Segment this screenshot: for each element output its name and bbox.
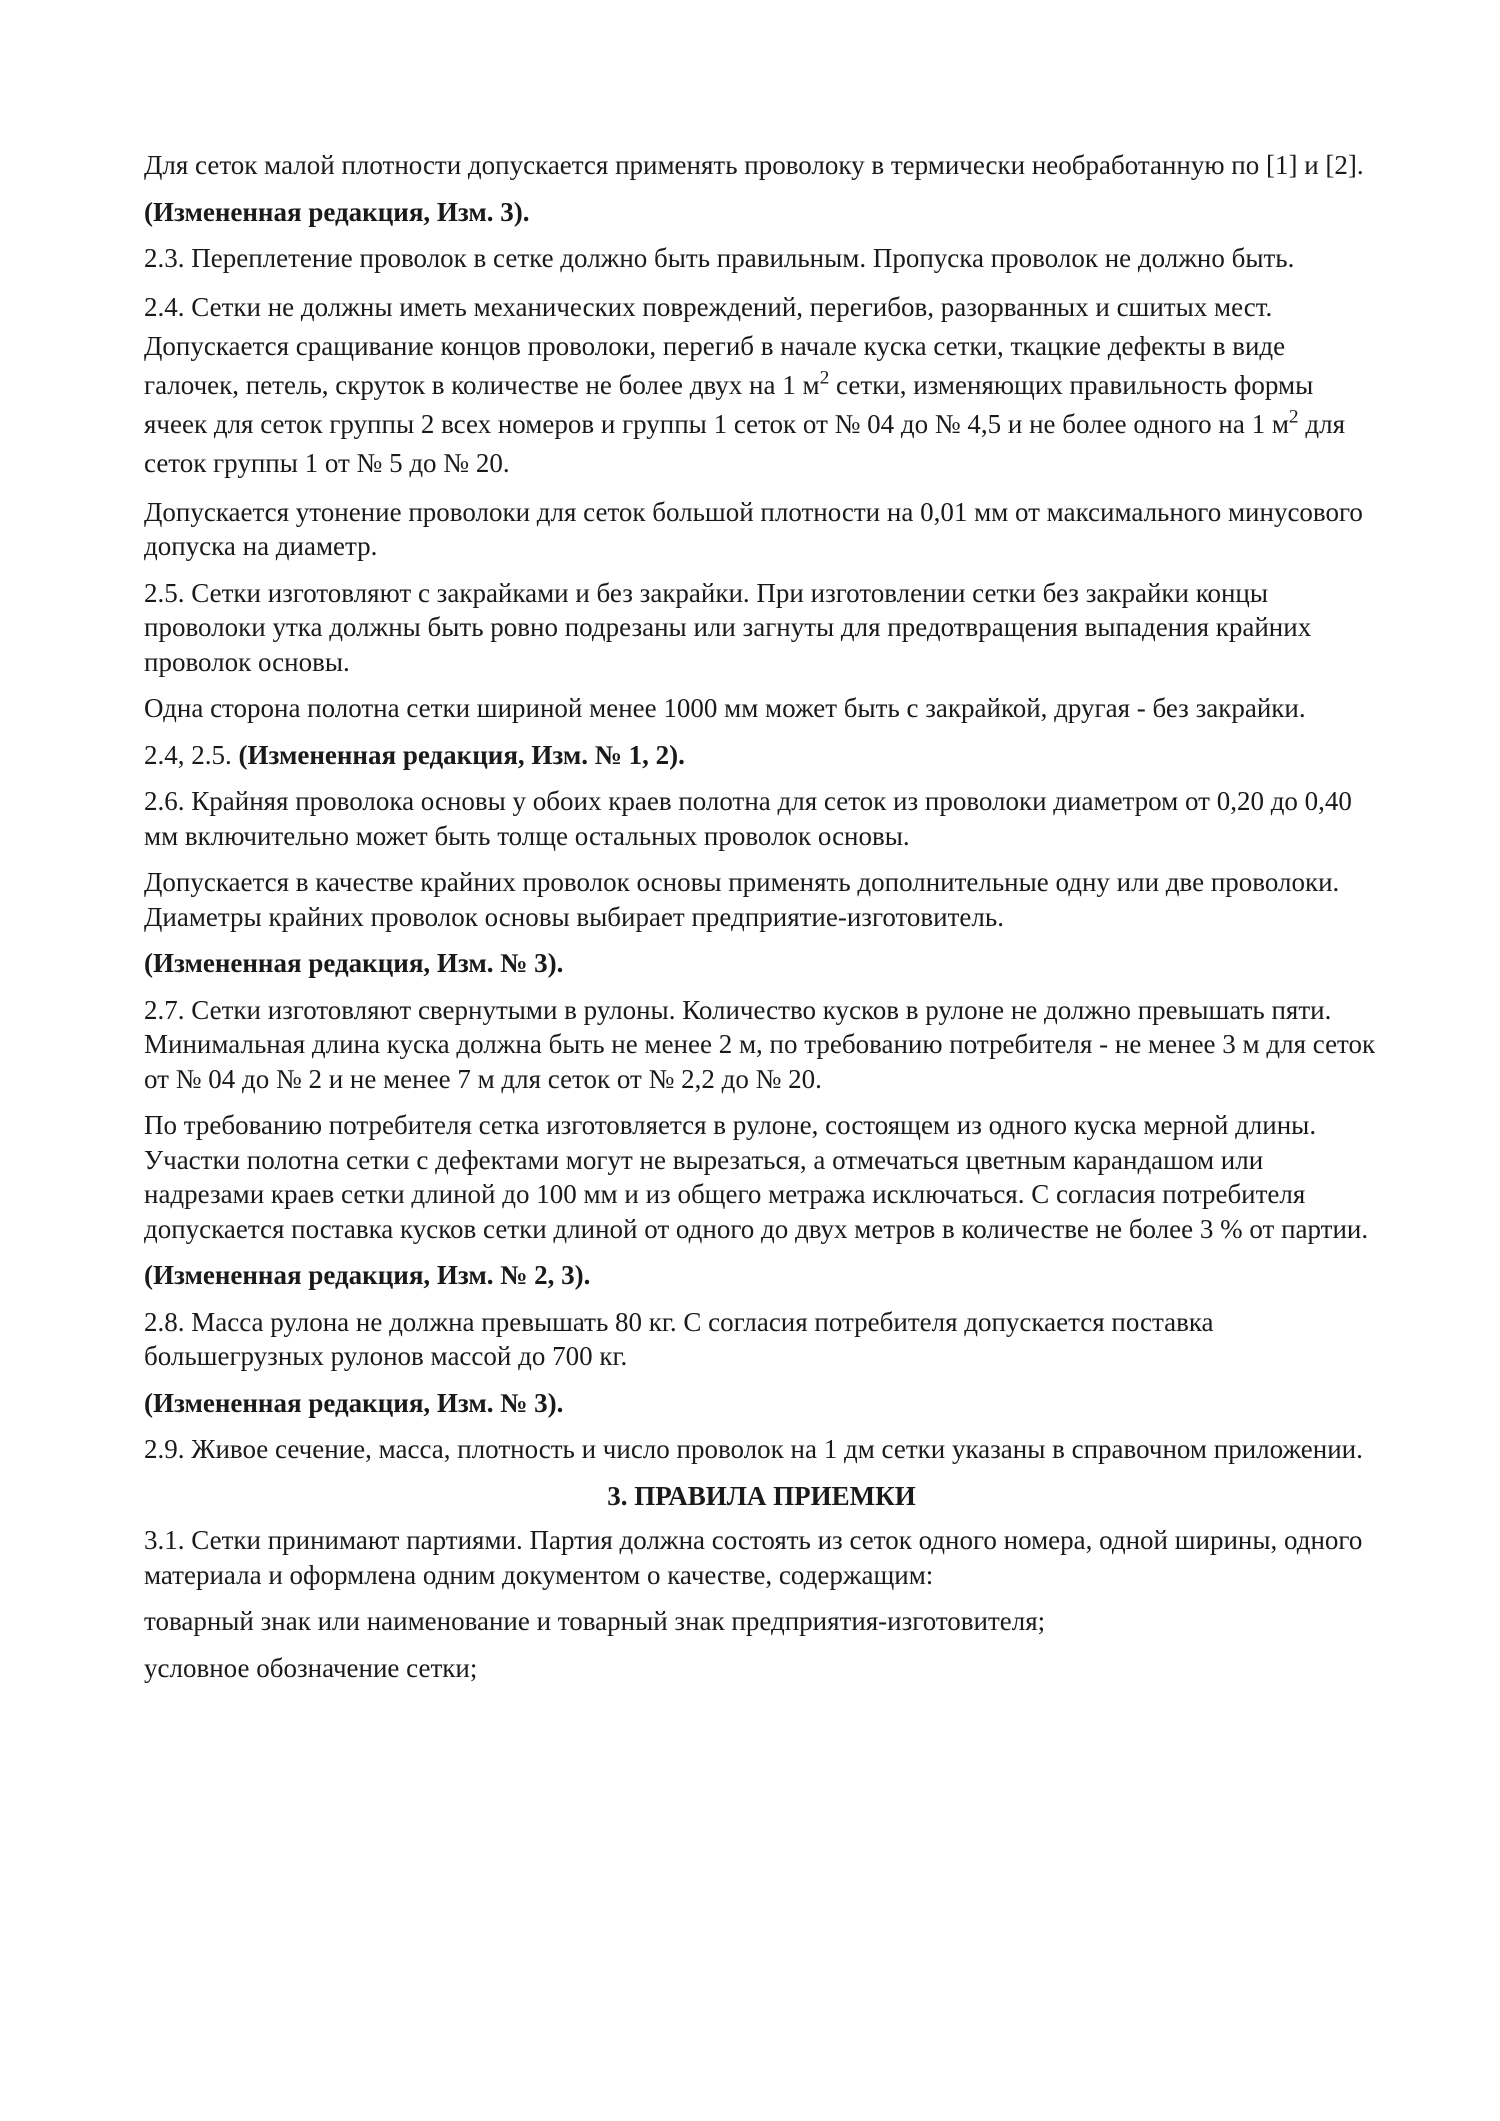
paragraph-2-6: 2.6. Крайняя проволока основы у обоих краев полотна для сеток из проволоки диаметром от 0,20 до 0,40 мм включительно может быть толще остальных проволок основы. bbox=[144, 786, 1352, 851]
list-item-designation: условное обозначение сетки; bbox=[144, 1652, 478, 1683]
paragraph-2-7: 2.7. Сетки изготовляют свернутыми в рулоны. Количество кусков в рулоне не должно превышать пяти. Минимальная длина куска должна быть не менее 2 м, по требованию потребителя - не менее 3 м для сеток от № 04 до № 2 и не менее 7 м для сеток от № 2,2 до № 20. bbox=[144, 994, 1376, 1094]
paragraph-2-3: 2.3. Переплетение проволок в сетке должно быть правильным. Пропуска проволок не должно быть. bbox=[144, 243, 1295, 273]
paragraph-edge-wires: Допускается в качестве крайних проволок основы применять дополнительные одну или две проволоки. Диаметры крайних проволок основы выбирает предприятие-изготовитель. bbox=[144, 867, 1340, 932]
paragraph-2-5: 2.5. Сетки изготовляют с закрайками и без закрайки. При изготовлении сетки без закрайки концы проволоки утка должны быть ровно подрезаны или загнуты для предотвращения выпадения крайних проволок основы. bbox=[144, 577, 1312, 677]
superscript-square: 2 bbox=[1288, 405, 1299, 427]
paragraph-3-1: 3.1. Сетки принимают партиями. Партия должна состоять из сеток одного номера, одной ширины, одного материала и оформлена одним документом о качестве, содержащим: bbox=[144, 1525, 1363, 1590]
paragraph-2-4-part-a: 2.4. Сетки не должны иметь механических повреждений, перегибов, разорванных и сшитых мест. Допускается сращивание концов проволоки, перегиб в начале куска сетки, ткацкие дефекты в виде галочек, петель, скруток в количестве не более двух на 1 м bbox=[144, 291, 1286, 400]
superscript-square: 2 bbox=[819, 366, 830, 388]
paragraph-2-4-part-b: сетки, изменяющих правильность формы ячеек для сеток группы 2 всех номеров и группы 1 сеток от № 04 до № 4,5 и не более одного на 1 м bbox=[144, 369, 1314, 439]
paragraph-2-9: 2.9. Живое сечение, масса, плотность и число проволок на 1 дм сетки указаны в справочном приложении. bbox=[144, 1434, 1363, 1464]
amendment-note: (Измененная редакция, Изм. № 3). bbox=[144, 948, 564, 978]
paragraph-2-4-part-c: для сеток группы 1 от № 5 до № 20. bbox=[144, 408, 1346, 478]
paragraph-measured-length: По требованию потребителя сетка изготовляется в рулоне, состоящем из одного куска мерной длины. Участки полотна сетки с дефектами могут не вырезаться, а отмечаться цветным карандашом или надрезами краев сетки длиной до 100 мм и из общего метража исключаться. С согласия потребителя допускается поставка кусков сетки длиной от одного до двух метров в количестве не более 3 % от партии. bbox=[144, 1110, 1369, 1244]
paragraph-wire-thinning: Допускается утонение проволоки для сеток большой плотности на 0,01 мм от максимального минусового допуска на диаметр. bbox=[144, 496, 1363, 561]
amendment-note: (Измененная редакция, Изм. № 3). bbox=[144, 1387, 564, 1418]
amendment-note: (Измененная редакция, Изм. 3). bbox=[144, 196, 530, 227]
amendment-note: (Измененная редакция, Изм. № 2, 3). bbox=[144, 1260, 591, 1290]
amendment-text: (Измененная редакция, Изм. № 1, 2). bbox=[238, 739, 685, 770]
amendment-note-2-4-2-5 bbox=[144, 738, 1379, 773]
document-page bbox=[144, 148, 1379, 1697]
paragraph-wire-low-density: Для сеток малой плотности допускается применять проволоку в термически необработанную по [1] и [2]. bbox=[144, 150, 1364, 180]
paragraph-2-4 bbox=[144, 288, 1379, 483]
section-heading: 3. ПРАВИЛА ПРИЕМКИ bbox=[607, 1480, 916, 1511]
paragraph-selvage-side: Одна сторона полотна сетки шириной менее 1000 мм может быть с закрайкой, другая - без закрайки. bbox=[144, 693, 1306, 723]
list-item-trademark: товарный знак или наименование и товарный знак предприятия-изготовителя; bbox=[144, 1606, 1046, 1636]
amendment-prefix: 2.4, 2.5. bbox=[144, 739, 239, 770]
paragraph-2-8: 2.8. Масса рулона не должна превышать 80 кг. С согласия потребителя допускается поставка большегрузных рулонов массой до 700 кг. bbox=[144, 1306, 1214, 1371]
